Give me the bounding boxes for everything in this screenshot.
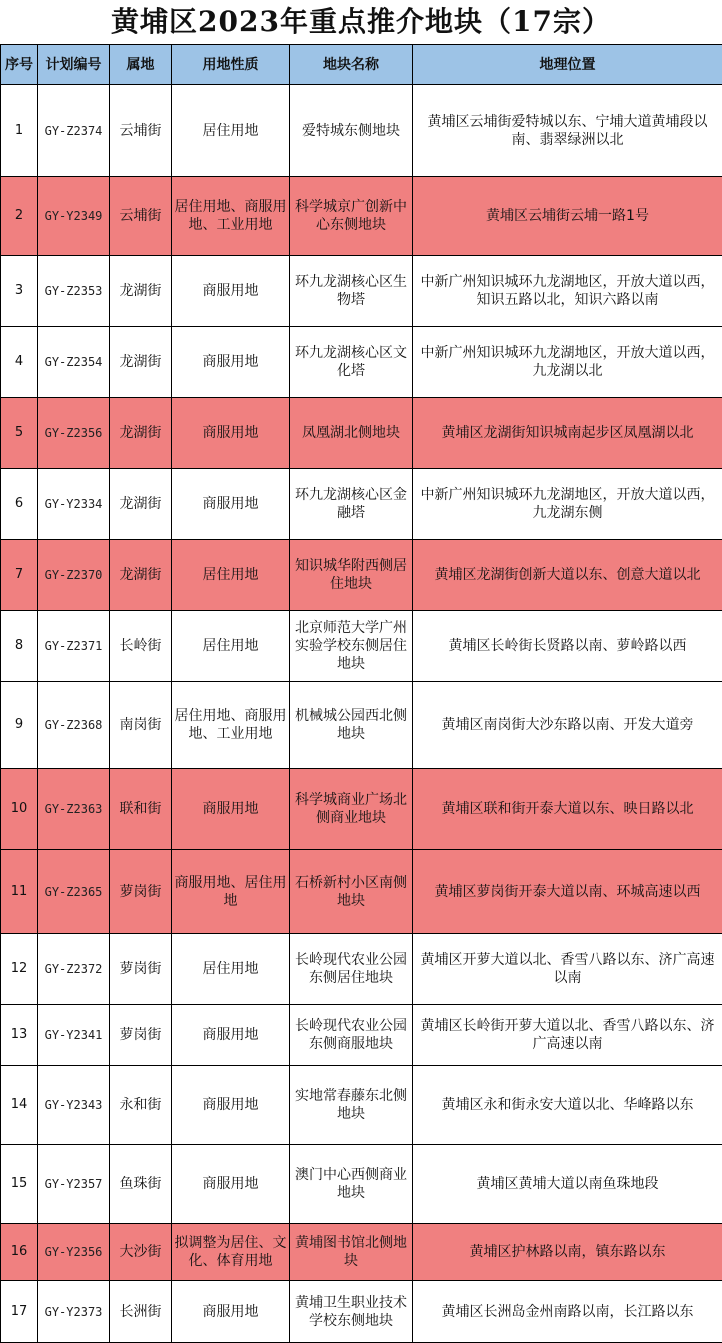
row-location: 黄埔区开萝大道以北、香雪八路以东、济广高速以南 — [413, 934, 722, 1005]
table-row — [1, 540, 722, 611]
row-land-use: 商服用地、居住用地 — [172, 850, 290, 934]
row-index: 7 — [1, 540, 38, 611]
land-plots-table — [0, 44, 722, 1343]
row-plot-name: 科学城商业广场北侧商业地块 — [290, 769, 413, 850]
row-location: 黄埔区联和街开泰大道以东、映日路以北 — [413, 769, 722, 850]
table-row — [1, 177, 722, 256]
row-index: 13 — [1, 1005, 38, 1066]
row-land-use: 居住用地、商服用地、工业用地 — [172, 682, 290, 769]
row-location: 中新广州知识城环九龙湖地区，开放大道以西，九龙湖东侧 — [413, 469, 722, 540]
row-location: 黄埔区长岭街长贤路以南、萝岭路以西 — [413, 611, 722, 682]
row-index: 9 — [1, 682, 38, 769]
page-title: 黄埔区2023年重点推介地块（17宗） — [0, 0, 722, 44]
row-index: 16 — [1, 1224, 38, 1281]
row-index: 1 — [1, 85, 38, 177]
row-location: 中新广州知识城环九龙湖地区，开放大道以西，知识五路以北，知识六路以南 — [413, 256, 722, 327]
row-land-use: 居住用地 — [172, 934, 290, 1005]
row-land-use: 商服用地 — [172, 1281, 290, 1343]
table-row — [1, 1145, 722, 1224]
row-code: GY-Y2341 — [38, 1005, 110, 1066]
row-plot-name: 长岭现代农业公园东侧商服地块 — [290, 1005, 413, 1066]
row-land-use: 商服用地 — [172, 769, 290, 850]
row-code: GY-Z2370 — [38, 540, 110, 611]
row-code: GY-Z2371 — [38, 611, 110, 682]
table-row — [1, 256, 722, 327]
table-row — [1, 1005, 722, 1066]
row-district: 联和街 — [110, 769, 172, 850]
row-location: 黄埔区黄埔大道以南鱼珠地段 — [413, 1145, 722, 1224]
table-row — [1, 1066, 722, 1145]
row-code: GY-Y2373 — [38, 1281, 110, 1343]
header-index: 序号 — [1, 45, 38, 85]
row-plot-name: 黄埔图书馆北侧地块 — [290, 1224, 413, 1281]
row-index: 10 — [1, 769, 38, 850]
row-index: 6 — [1, 469, 38, 540]
table-header-row — [1, 45, 722, 85]
row-plot-name: 环九龙湖核心区生物塔 — [290, 256, 413, 327]
row-plot-name: 环九龙湖核心区金融塔 — [290, 469, 413, 540]
row-district: 龙湖街 — [110, 256, 172, 327]
row-plot-name: 爱特城东侧地块 — [290, 85, 413, 177]
row-code: GY-Y2334 — [38, 469, 110, 540]
row-code: GY-Z2356 — [38, 398, 110, 469]
row-land-use: 居住用地 — [172, 611, 290, 682]
row-index: 15 — [1, 1145, 38, 1224]
row-code: GY-Y2349 — [38, 177, 110, 256]
row-district: 长洲街 — [110, 1281, 172, 1343]
row-code: GY-Y2357 — [38, 1145, 110, 1224]
table-row — [1, 1224, 722, 1281]
row-land-use: 商服用地 — [172, 1066, 290, 1145]
row-plot-name: 石桥新村小区南侧地块 — [290, 850, 413, 934]
row-code: GY-Z2353 — [38, 256, 110, 327]
row-district: 永和街 — [110, 1066, 172, 1145]
table-row — [1, 769, 722, 850]
row-land-use: 商服用地 — [172, 1145, 290, 1224]
table-row — [1, 85, 722, 177]
row-district: 云埔街 — [110, 85, 172, 177]
row-plot-name: 长岭现代农业公园东侧居住地块 — [290, 934, 413, 1005]
row-land-use: 商服用地 — [172, 256, 290, 327]
header-plot-name: 地块名称 — [290, 45, 413, 85]
row-plot-name: 黄埔卫生职业技术学校东侧地块 — [290, 1281, 413, 1343]
row-plot-name: 实地常春藤东北侧地块 — [290, 1066, 413, 1145]
row-plot-name: 凤凰湖北侧地块 — [290, 398, 413, 469]
row-location: 黄埔区云埔街云埔一路1号 — [413, 177, 722, 256]
row-district: 龙湖街 — [110, 398, 172, 469]
row-index: 8 — [1, 611, 38, 682]
row-district: 鱼珠街 — [110, 1145, 172, 1224]
row-land-use: 拟调整为居住、文化、体育用地 — [172, 1224, 290, 1281]
row-index: 2 — [1, 177, 38, 256]
row-index: 14 — [1, 1066, 38, 1145]
row-index: 17 — [1, 1281, 38, 1343]
row-land-use: 商服用地 — [172, 327, 290, 398]
header-code: 计划编号 — [38, 45, 110, 85]
row-location: 黄埔区永和街永安大道以北、华峰路以东 — [413, 1066, 722, 1145]
row-location: 黄埔区长洲岛金州南路以南，长江路以东 — [413, 1281, 722, 1343]
row-location: 黄埔区云埔街爱特城以东、宁埔大道黄埔段以南、翡翠绿洲以北 — [413, 85, 722, 177]
row-location: 中新广州知识城环九龙湖地区，开放大道以西，九龙湖以北 — [413, 327, 722, 398]
row-code: GY-Z2374 — [38, 85, 110, 177]
row-code: GY-Z2372 — [38, 934, 110, 1005]
row-district: 萝岗街 — [110, 1005, 172, 1066]
row-land-use: 居住用地、商服用地、工业用地 — [172, 177, 290, 256]
row-district: 南岗街 — [110, 682, 172, 769]
row-index: 12 — [1, 934, 38, 1005]
row-plot-name: 科学城京广创新中心东侧地块 — [290, 177, 413, 256]
table-row — [1, 850, 722, 934]
row-land-use: 商服用地 — [172, 1005, 290, 1066]
table-row — [1, 682, 722, 769]
header-land-use: 用地性质 — [172, 45, 290, 85]
row-index: 5 — [1, 398, 38, 469]
row-district: 云埔街 — [110, 177, 172, 256]
row-index: 4 — [1, 327, 38, 398]
row-location: 黄埔区长岭街开萝大道以北、香雪八路以东、济广高速以南 — [413, 1005, 722, 1066]
row-district: 龙湖街 — [110, 469, 172, 540]
table-row — [1, 469, 722, 540]
row-district: 龙湖街 — [110, 540, 172, 611]
row-code: GY-Z2365 — [38, 850, 110, 934]
row-land-use: 居住用地 — [172, 85, 290, 177]
row-code: GY-Z2354 — [38, 327, 110, 398]
row-plot-name: 环九龙湖核心区文化塔 — [290, 327, 413, 398]
row-plot-name: 澳门中心西侧商业地块 — [290, 1145, 413, 1224]
row-location: 黄埔区护林路以南，镇东路以东 — [413, 1224, 722, 1281]
header-district: 属地 — [110, 45, 172, 85]
table-row — [1, 611, 722, 682]
row-location: 黄埔区龙湖街创新大道以东、创意大道以北 — [413, 540, 722, 611]
row-index: 3 — [1, 256, 38, 327]
row-code: GY-Z2363 — [38, 769, 110, 850]
row-district: 萝岗街 — [110, 850, 172, 934]
table-row — [1, 1281, 722, 1343]
row-district: 大沙街 — [110, 1224, 172, 1281]
row-district: 长岭街 — [110, 611, 172, 682]
row-code: GY-Y2343 — [38, 1066, 110, 1145]
row-plot-name: 机械城公园西北侧地块 — [290, 682, 413, 769]
header-location: 地理位置 — [413, 45, 722, 85]
row-land-use: 商服用地 — [172, 398, 290, 469]
table-row — [1, 327, 722, 398]
row-code: GY-Z2368 — [38, 682, 110, 769]
table-row — [1, 934, 722, 1005]
row-location: 黄埔区龙湖街知识城南起步区凤凰湖以北 — [413, 398, 722, 469]
row-land-use: 商服用地 — [172, 469, 290, 540]
table-row — [1, 398, 722, 469]
row-district: 萝岗街 — [110, 934, 172, 1005]
row-index: 11 — [1, 850, 38, 934]
row-location: 黄埔区萝岗街开泰大道以南、环城高速以西 — [413, 850, 722, 934]
row-plot-name: 北京师范大学广州实验学校东侧居住地块 — [290, 611, 413, 682]
row-location: 黄埔区南岗街大沙东路以南、开发大道旁 — [413, 682, 722, 769]
row-plot-name: 知识城华附西侧居住地块 — [290, 540, 413, 611]
row-land-use: 居住用地 — [172, 540, 290, 611]
row-district: 龙湖街 — [110, 327, 172, 398]
row-code: GY-Y2356 — [38, 1224, 110, 1281]
